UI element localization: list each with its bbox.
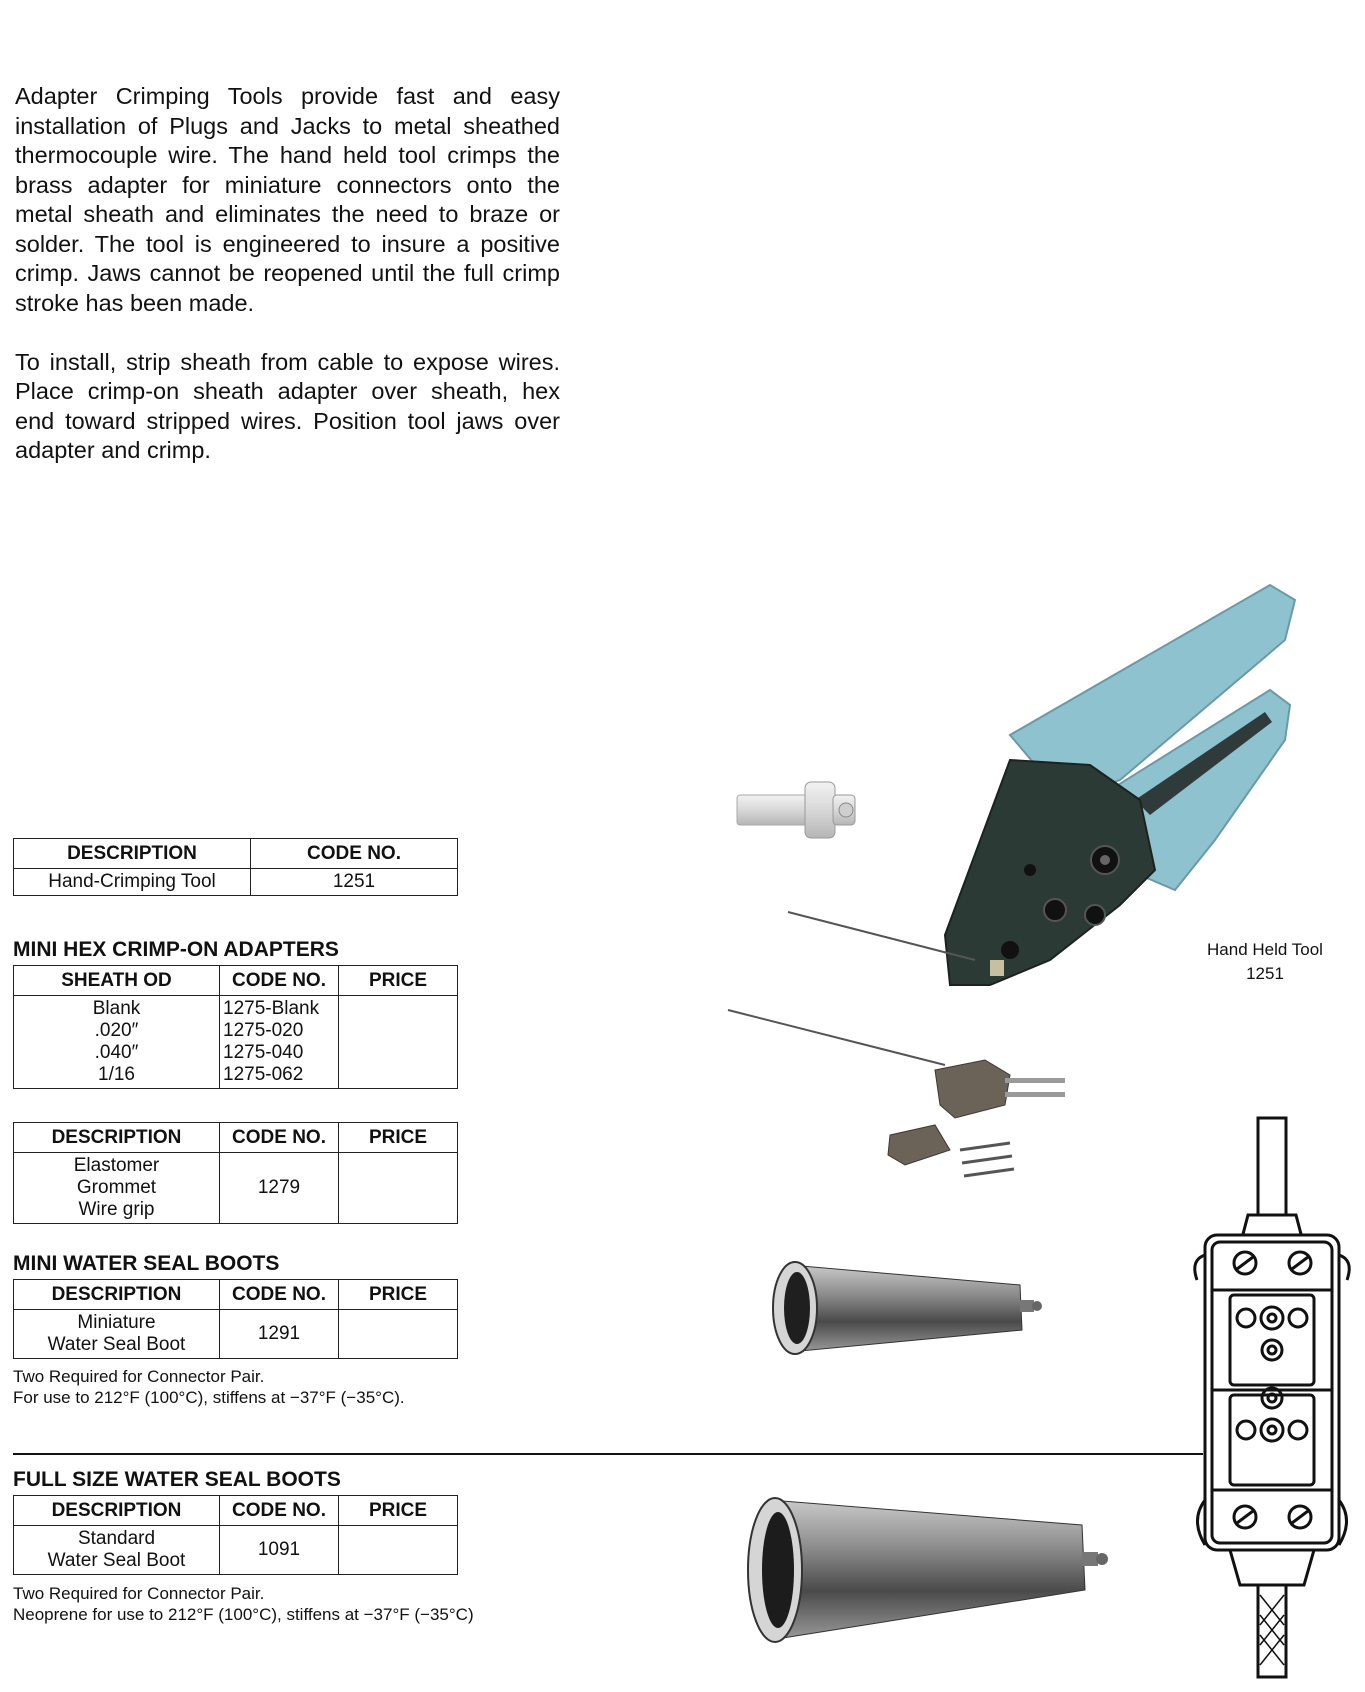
section-divider (13, 1453, 1203, 1455)
header-code: CODE NO. (220, 1280, 339, 1310)
sealed-connector-diagram-icon (1195, 1118, 1349, 1677)
full-water-seal-boot-icon (748, 1498, 1108, 1642)
tool-caption-line-2: 1251 (1246, 964, 1284, 983)
hex-adapter-icon (737, 782, 855, 838)
full-boot-description-line: Standard (77, 1528, 156, 1549)
header-code: CODE NO. (220, 1496, 339, 1526)
header-description: DESCRIPTION (14, 1280, 220, 1310)
full-boots-note-2: Neoprene for use to 212°F (100°C), stiffens at −37°F (−35°C) (13, 1605, 474, 1624)
connector-plug-icon (728, 1010, 1065, 1176)
header-code: CODE NO. (251, 839, 458, 869)
hex-adapters-title: MINI HEX CRIMP-ON ADAPTERS (13, 938, 339, 961)
full-boot-code: 1091 (220, 1526, 339, 1575)
tool-caption-line-1: Hand Held Tool (1207, 940, 1323, 959)
header-description: DESCRIPTION (14, 1496, 220, 1526)
header-price: PRICE (339, 1280, 458, 1310)
price-cell (339, 1310, 458, 1359)
tool-description: Hand-Crimping Tool (14, 869, 251, 896)
price-cell (339, 1153, 458, 1224)
grommet-table (13, 1122, 458, 1224)
tool-caption (1190, 938, 1340, 986)
sheath-od-value: .040″ (94, 1042, 139, 1063)
grommet-code: 1279 (220, 1153, 339, 1224)
code-value: 1275-Blank (223, 998, 320, 1019)
tool-table (13, 838, 458, 896)
mini-boot-description-line: Water Seal Boot (47, 1334, 186, 1355)
grommet-description-line: Grommet (76, 1177, 157, 1198)
code-value: 1275-040 (223, 1042, 304, 1063)
mini-boots-title: MINI WATER SEAL BOOTS (13, 1252, 280, 1275)
mini-water-seal-boot-icon (773, 1262, 1042, 1354)
header-code: CODE NO. (220, 1123, 339, 1153)
header-price: PRICE (339, 1123, 458, 1153)
header-sheath-od: SHEATH OD (14, 966, 220, 996)
intro-paragraph-1: Adapter Crimping Tools provide fast and easy installation of Plugs and Jacks to metal sheathed thermocouple wire. The hand held tool crimps the brass adapter for miniature connectors onto the metal sheath and eliminates the need to braze or solder. The tool is engineered to insure a positive crimp. Jaws cannot be reopened until the full crimp stroke has been made. (15, 83, 560, 316)
code-value: 1275-062 (223, 1064, 304, 1085)
code-value: 1275-020 (223, 1020, 304, 1041)
mini-boot-code: 1291 (220, 1310, 339, 1359)
mini-boot-description-line: Miniature (77, 1312, 156, 1333)
grommet-description-line: Elastomer (73, 1155, 160, 1176)
header-price: PRICE (339, 966, 458, 996)
intro-text (15, 82, 560, 495)
price-cell (339, 1526, 458, 1575)
grommet-description-line: Wire grip (78, 1199, 155, 1220)
sheath-od-value: .020″ (94, 1020, 139, 1041)
full-boots-note-1: Two Required for Connector Pair. (13, 1584, 265, 1603)
header-price: PRICE (339, 1496, 458, 1526)
mini-boots-note-2: For use to 212°F (100°C), stiffens at −37°F (−35°C). (13, 1388, 405, 1407)
intro-paragraph-2: To install, strip sheath from cable to expose wires. Place crimp-on sheath adapter over sheath, hex end toward stripped wires. Position tool jaws over adapter and crimp. (15, 348, 560, 463)
full-boots-table (13, 1495, 458, 1575)
sheath-od-value: Blank (92, 998, 141, 1019)
tool-code: 1251 (251, 869, 458, 896)
full-boot-description-line: Water Seal Boot (47, 1550, 186, 1571)
sheath-od-value: 1/16 (98, 1064, 135, 1085)
price-cell (339, 996, 458, 1089)
header-code: CODE NO. (220, 966, 339, 996)
crimping-tool-icon (788, 585, 1295, 985)
mini-boots-table (13, 1279, 458, 1359)
header-description: DESCRIPTION (14, 839, 251, 869)
mini-boots-note-1: Two Required for Connector Pair. (13, 1367, 265, 1386)
full-boots-title: FULL SIZE WATER SEAL BOOTS (13, 1468, 341, 1491)
hex-adapters-table (13, 965, 458, 1089)
header-description: DESCRIPTION (14, 1123, 220, 1153)
